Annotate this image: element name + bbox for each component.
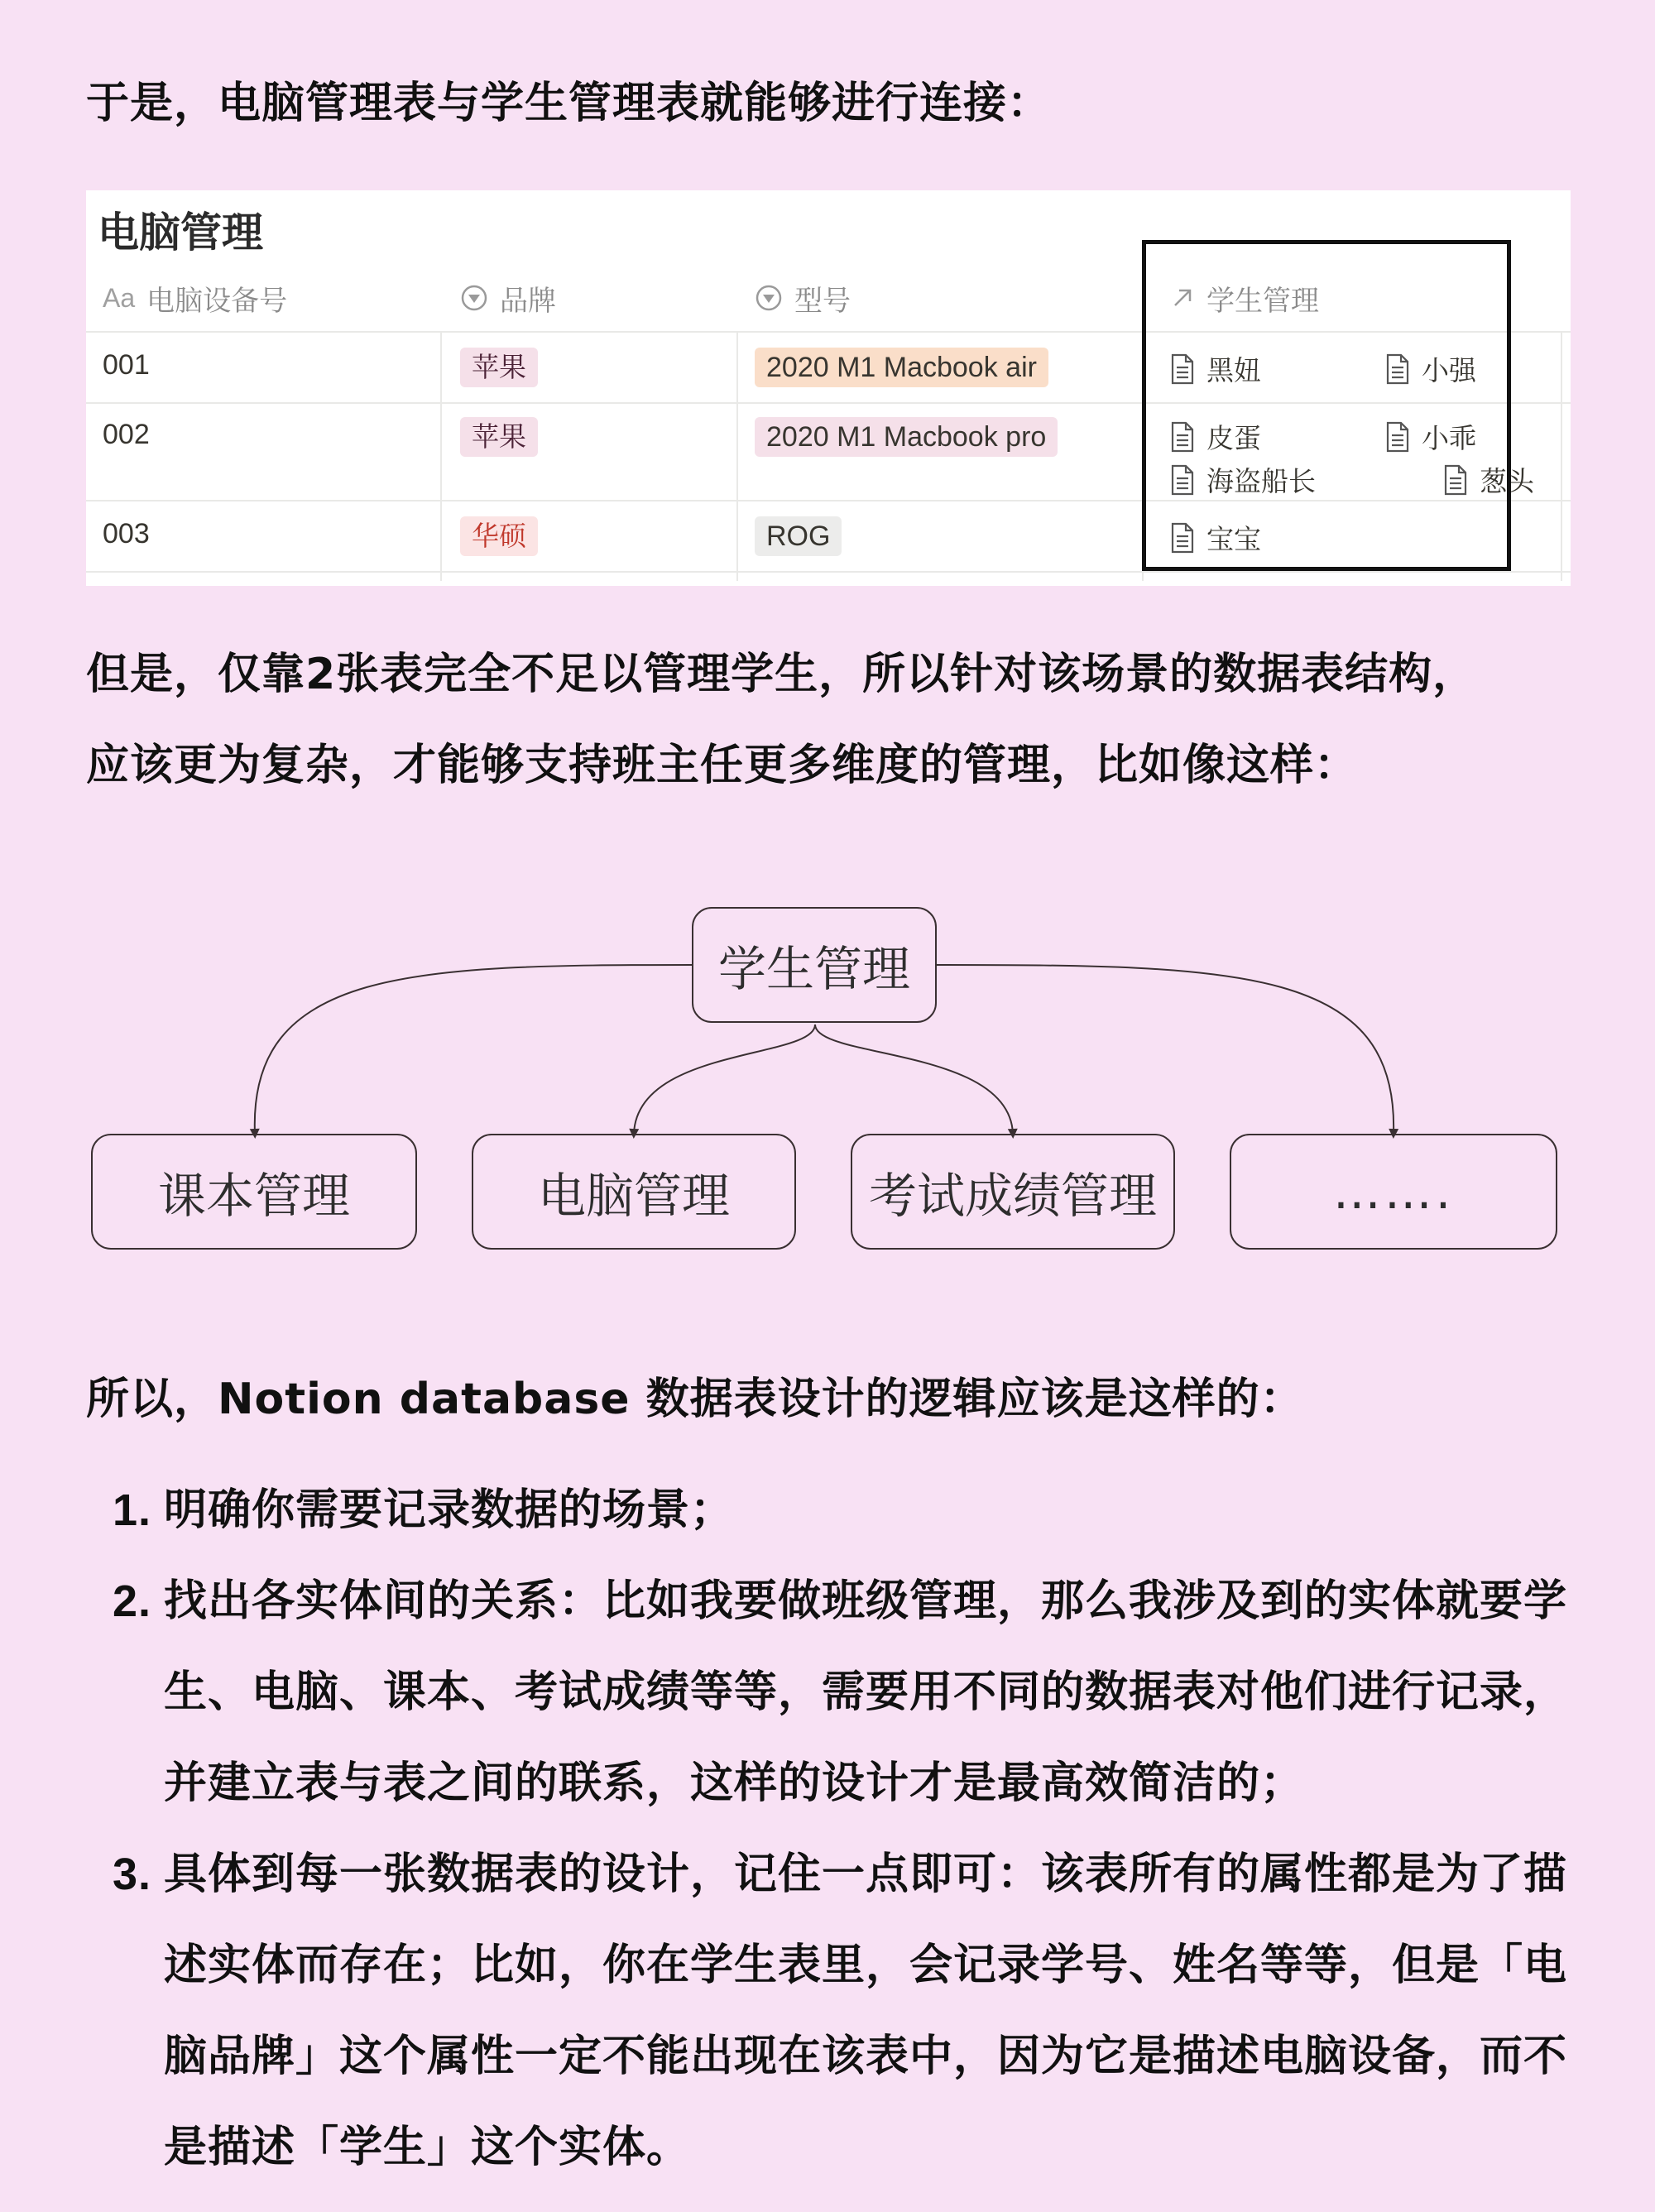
design-steps-list [108,1465,1581,2193]
brand-tag[interactable]: 苹果 [460,348,538,387]
step-text: 具体到每一张数据表的设计，记住一点即可：该表所有的属性都是为了描述实体而存在；比如，你在学生表里，会记录学号、姓名等等，但是「电脑品牌」这个属性一定不能出现在该表中，因为它是描述电脑设备，而不是描述「学生」这个实体。 [164,1850,1568,2172]
connector-to-textbook [255,965,692,1134]
connector-to-computer [634,1024,815,1134]
student-name: 宝宝 [1206,523,1261,555]
step-number: 2. [113,1576,152,1626]
list-item [108,1465,1581,1556]
header-model[interactable] [755,273,851,323]
header-brand-label: 品牌 [500,284,556,318]
model-tag[interactable]: 2020 M1 Macbook air [755,348,1048,387]
model-tag[interactable]: ROG [755,516,842,556]
node-computer-management: 电脑管理 [472,1134,796,1250]
select-property-icon [460,284,488,312]
header-model-label: 型号 [794,284,851,318]
conclusion-text: 所以，Notion database 数据表设计的逻辑应该是这样的： [86,1375,1304,1424]
header-device-id[interactable] [103,273,287,323]
node-textbook-management: 课本管理 [91,1134,417,1250]
student-name: 小强 [1422,354,1476,386]
step-number: 1. [113,1485,152,1535]
student-name: 小乖 [1422,422,1476,454]
brand-tag[interactable]: 苹果 [460,417,538,457]
list-item [108,1556,1581,1829]
student-name: 黑妞 [1206,354,1261,386]
select-property-icon [755,284,783,312]
title-property-icon: Aa [103,282,136,313]
list-item [108,1829,1581,2193]
database-relationship-diagram [0,877,1655,1291]
table-title[interactable]: 电脑管理 [98,209,263,257]
header-relation-label: 学生管理 [1206,284,1319,318]
node-exam-score-management: 考试成绩管理 [851,1134,1175,1250]
header-brand[interactable] [460,273,556,323]
student-name: 葱头 [1480,465,1534,497]
device-id[interactable]: 002 [103,419,150,450]
relation-column-highlight [1142,240,1511,571]
divider [86,571,1571,573]
model-tag[interactable]: 2020 M1 Macbook pro [755,417,1058,457]
connector-to-exam [815,1024,1013,1134]
step-text: 找出各实体间的关系：比如我要做班级管理，那么我涉及到的实体就要学生、电脑、课本、考试成绩等等，需要用不同的数据表对他们进行记录，并建立表与表之间的联系，这样的设计才是最高效简洁的； [164,1576,1568,1808]
device-id[interactable]: 001 [103,349,150,381]
step-number: 3. [113,1850,152,1899]
student-name: 皮蛋 [1206,422,1261,454]
device-id[interactable]: 003 [103,518,150,549]
node-more: ……. [1230,1134,1557,1250]
transition-line-1: 但是，仅靠2张表完全不足以管理学生，所以针对该场景的数据表结构， [86,650,1477,699]
node-student-management: 学生管理 [692,907,937,1023]
header-device-id-label: 电脑设备号 [146,284,288,318]
intro-text: 于是，电脑管理表与学生管理表就能够进行连接： [86,79,1052,128]
brand-tag[interactable]: 华硕 [460,516,538,556]
step-text: 明确你需要记录数据的场景； [164,1485,735,1535]
transition-line-2: 应该更为复杂，才能够支持班主任更多维度的管理，比如像这样： [86,741,1359,790]
student-name: 海盗船长 [1206,465,1316,497]
